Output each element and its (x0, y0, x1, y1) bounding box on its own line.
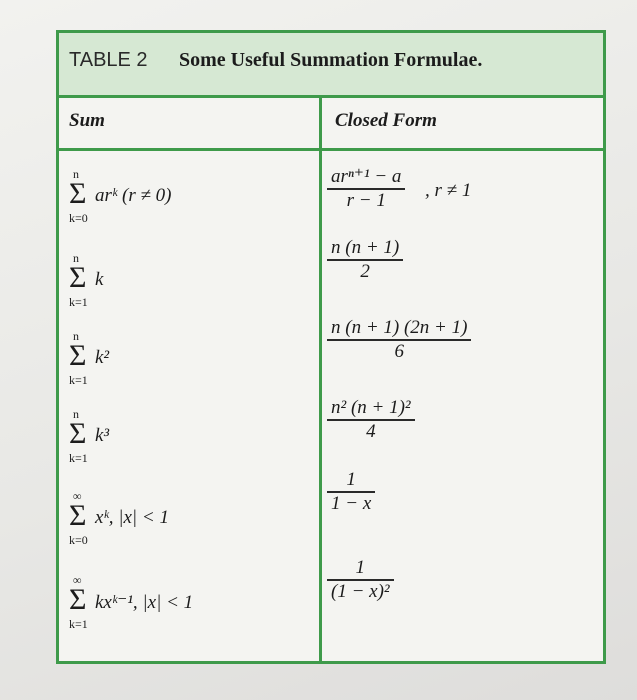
fraction-denominator: 4 (327, 419, 415, 443)
table-row (69, 251, 309, 321)
sum-upper-limit: n (73, 329, 79, 343)
formula-table (56, 30, 606, 664)
sum-lower-limit: k=0 (69, 533, 88, 547)
closed-form-fraction (327, 469, 375, 515)
fraction-numerator: arⁿ⁺¹ − a (331, 166, 402, 187)
sigma-icon: Σ (69, 417, 87, 450)
sigma-icon: Σ (69, 339, 87, 372)
sum-term: kxᵏ⁻¹, |x| < 1 (95, 592, 194, 613)
fraction-denominator: 1 − x (327, 491, 375, 515)
column-header-closed-form: Closed Form (335, 110, 437, 131)
table-row (69, 167, 309, 237)
header-row (59, 98, 603, 151)
sum-upper-limit: ∞ (73, 489, 82, 503)
sum-term: k (95, 269, 104, 290)
sum-lower-limit: k=1 (69, 451, 88, 465)
table-title: Some Useful Summation Formulae. (179, 49, 483, 71)
sum-lower-limit: k=0 (69, 211, 88, 225)
fraction-numerator: n (n + 1) (331, 237, 400, 258)
sum-term: xᵏ, |x| < 1 (95, 507, 169, 528)
fraction-numerator: n² (n + 1)² (331, 397, 411, 418)
sum-term: k³ (95, 425, 110, 446)
sigma-icon: Σ (69, 499, 87, 532)
closed-form-fraction (327, 397, 415, 443)
sum-lower-limit: k=1 (69, 617, 88, 631)
table-title-bar (59, 33, 603, 98)
fraction-denominator: 6 (327, 339, 471, 363)
sum-upper-limit: ∞ (73, 573, 82, 587)
sum-term: arᵏ (r ≠ 0) (95, 185, 172, 206)
fraction-denominator: 2 (327, 259, 403, 283)
fraction-numerator: 1 (355, 557, 366, 578)
fraction-denominator: (1 − x)² (327, 579, 394, 603)
fraction-numerator: 1 (346, 469, 356, 490)
sum-term: k² (95, 347, 110, 368)
sum-upper-limit: n (73, 251, 79, 265)
sum-upper-limit: n (73, 407, 79, 421)
sum-lower-limit: k=1 (69, 373, 88, 387)
column-divider (319, 98, 322, 661)
closed-form-fraction (327, 317, 471, 363)
closed-form-condition: , r ≠ 1 (425, 180, 472, 201)
sum-upper-limit: n (73, 167, 79, 181)
sigma-icon: Σ (69, 583, 87, 616)
sigma-icon: Σ (69, 177, 87, 210)
fraction-denominator: r − 1 (327, 188, 405, 212)
closed-form-fraction (327, 557, 394, 603)
fraction-numerator: n (n + 1) (2n + 1) (331, 317, 468, 338)
sum-lower-limit: k=1 (69, 295, 88, 309)
table-row (69, 489, 309, 559)
table-number: TABLE 2 (69, 49, 148, 71)
closed-form-fraction (327, 237, 403, 283)
table-row (69, 573, 309, 643)
sigma-icon: Σ (69, 261, 87, 294)
closed-form-fraction (327, 165, 405, 212)
column-header-sum: Sum (69, 110, 105, 131)
table-row (69, 407, 309, 477)
table-row (69, 329, 309, 399)
